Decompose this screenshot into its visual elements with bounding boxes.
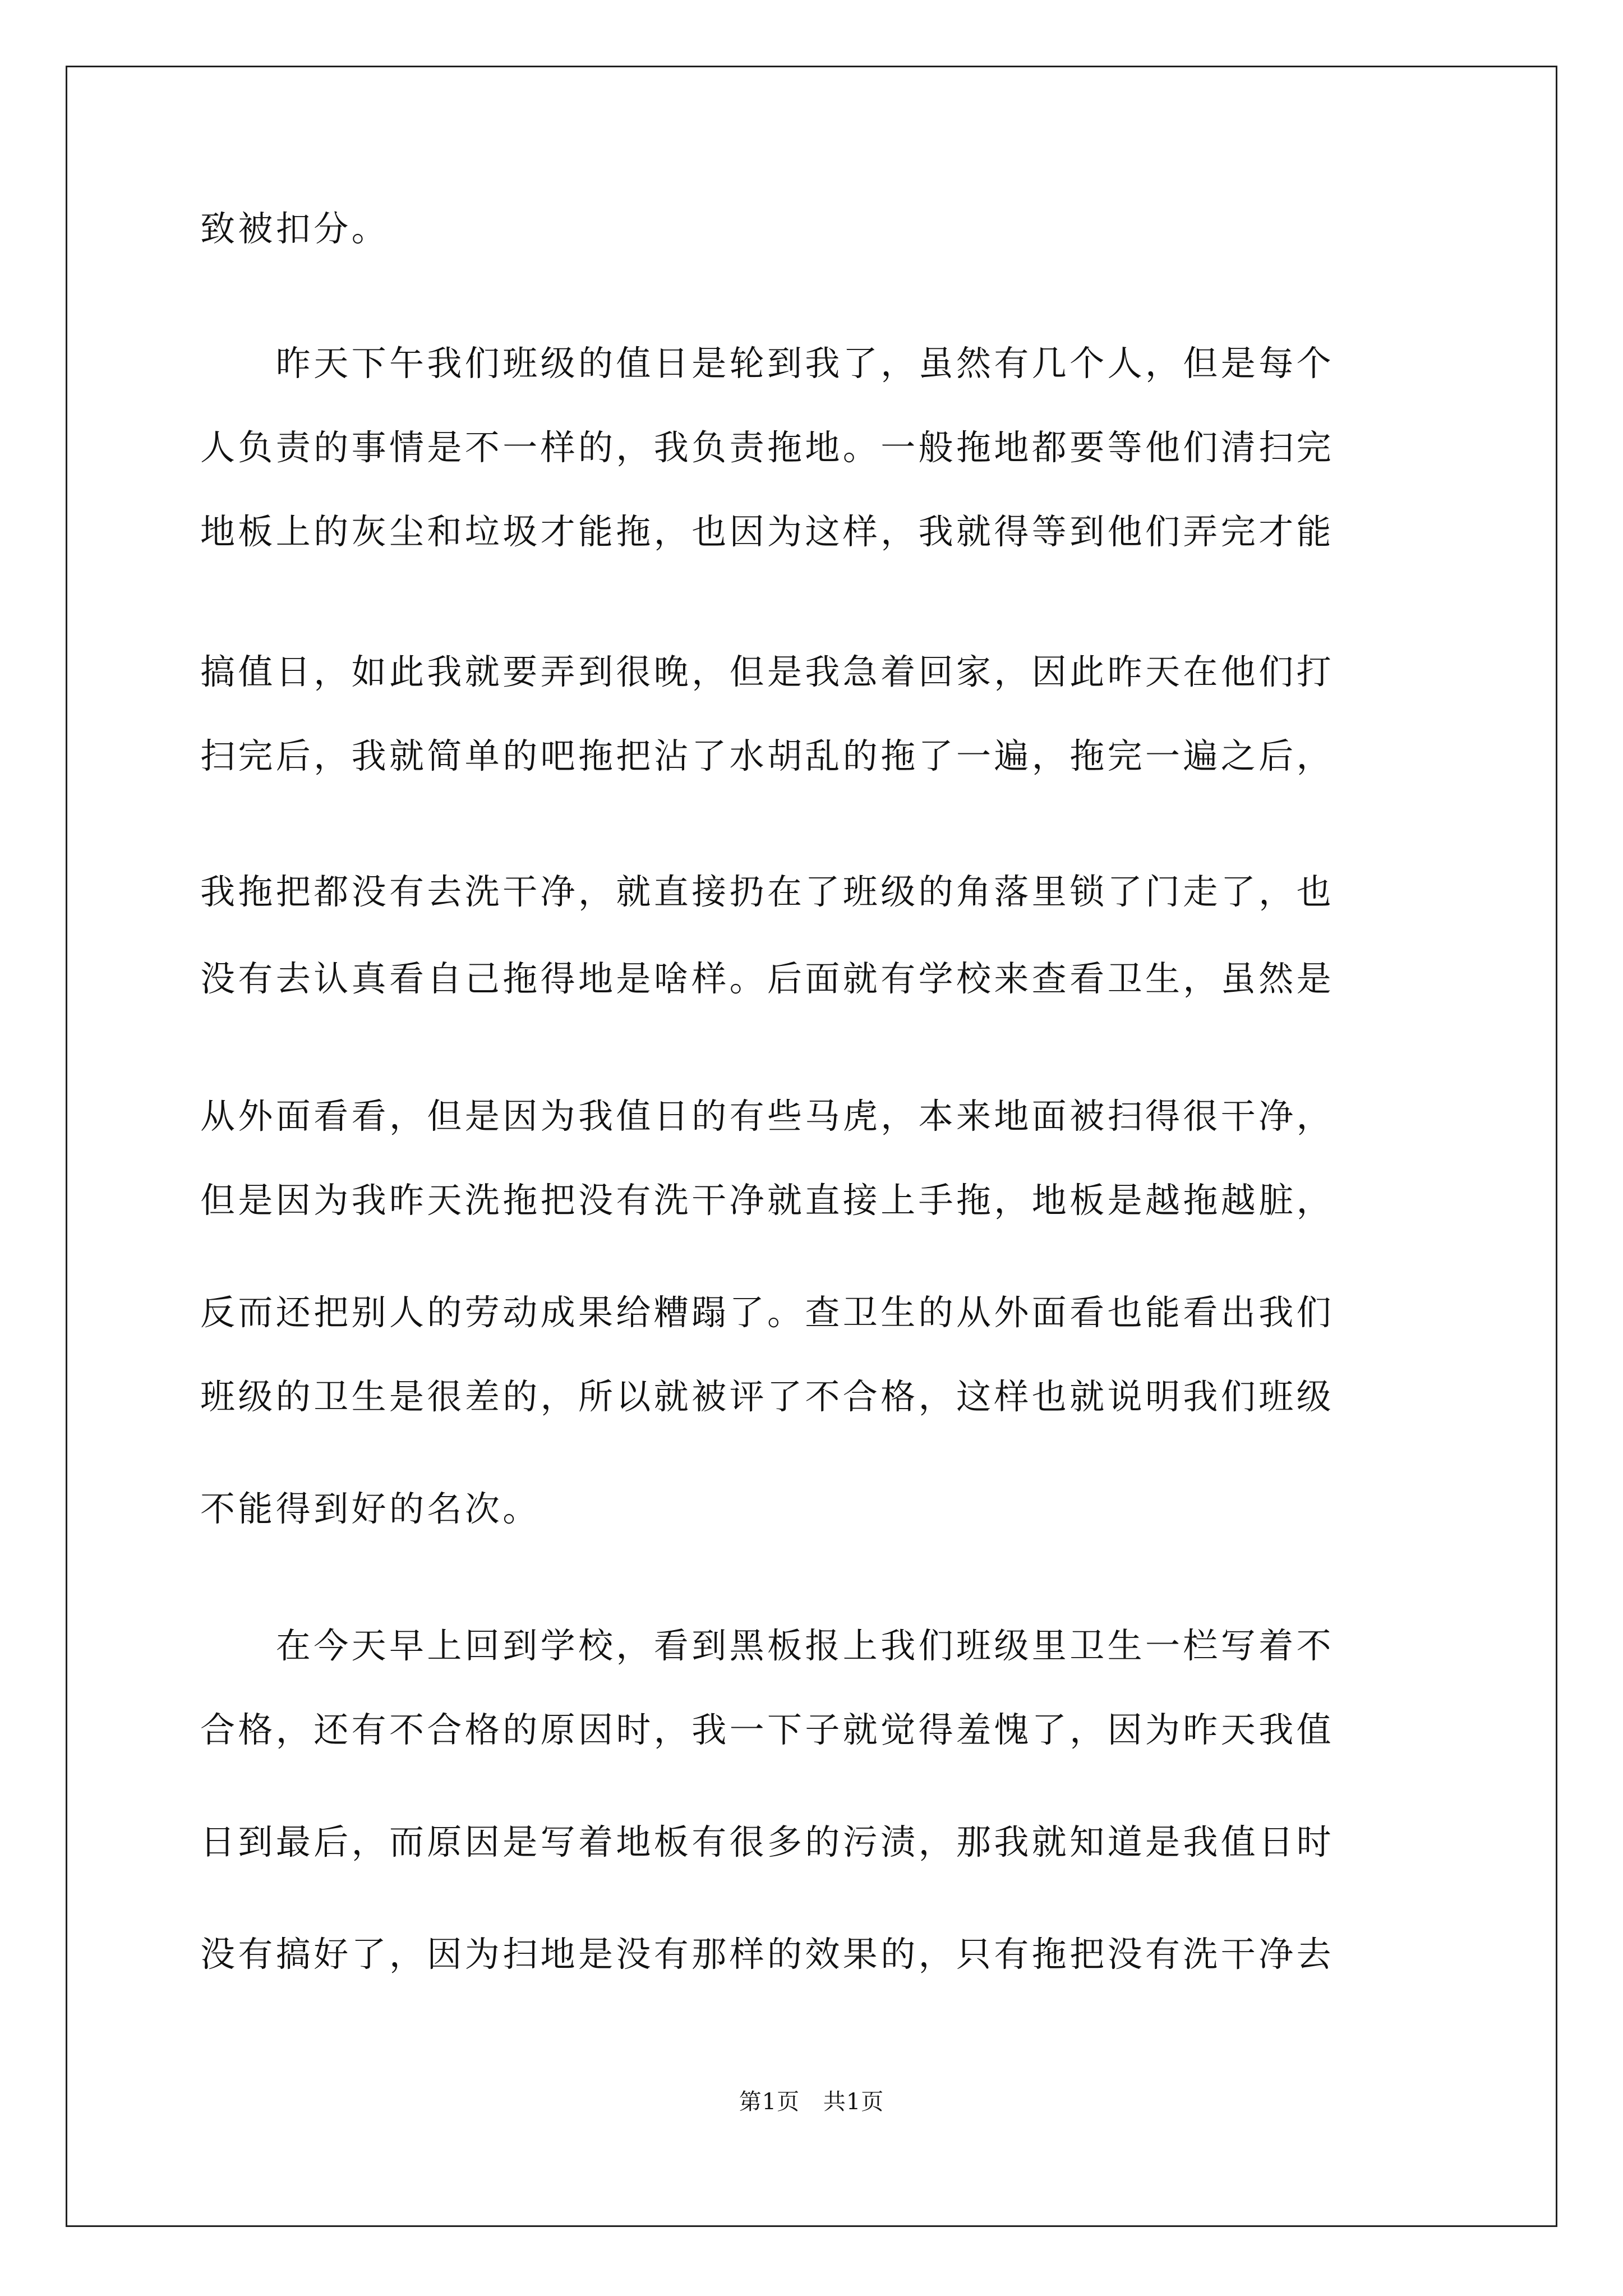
text-line: 班级的卫生是很差的，所以就被评了不合格，这样也就说明我们班级 xyxy=(200,1376,1335,1417)
page-border xyxy=(66,66,1557,2227)
page-total: 共1页 xyxy=(823,2089,884,2115)
text-line: 致被扣分。 xyxy=(200,208,390,249)
page-footer xyxy=(0,2088,1623,2116)
text-line: 但是因为我昨天洗拖把没有洗干净就直接上手拖，地板是越拖越脏， xyxy=(200,1180,1335,1221)
text-line: 日到最后，而原因是写着地板有很多的污渍，那我就知道是我值日时 xyxy=(200,1821,1335,1862)
page-number: 第1页 xyxy=(739,2089,800,2115)
text-line: 不能得到好的名次。 xyxy=(200,1488,541,1529)
text-line: 扫完后，我就简单的吧拖把沾了水胡乱的拖了一遍，拖完一遍之后， xyxy=(200,735,1335,776)
text-line: 地板上的灰尘和垃圾才能拖，也因为这样，我就得等到他们弄完才能 xyxy=(200,511,1335,552)
paragraph-start-line: 在今天早上回到学校，看到黑板报上我们班级里卫生一栏写着不 xyxy=(200,1625,1335,1666)
text-line: 我拖把都没有去洗干净，就直接扔在了班级的角落里锁了门走了，也 xyxy=(200,871,1335,912)
paragraph-start-line: 昨天下午我们班级的值日是轮到我了，虽然有几个人，但是每个 xyxy=(200,343,1335,384)
text-line: 从外面看看，但是因为我值日的有些马虎，本来地面被扫得很干净， xyxy=(200,1096,1335,1137)
text-line: 反而还把别人的劳动成果给糟蹋了。查卫生的从外面看也能看出我们 xyxy=(200,1292,1335,1333)
text-line: 没有去认真看自己拖得地是啥样。后面就有学校来查看卫生，虽然是 xyxy=(200,958,1335,999)
text-line: 合格，还有不合格的原因时，我一下子就觉得羞愧了，因为昨天我值 xyxy=(200,1709,1335,1750)
text-line: 人负责的事情是不一样的，我负责拖地。一般拖地都要等他们清扫完 xyxy=(200,427,1335,468)
text-line: 搞值日，如此我就要弄到很晚，但是我急着回家，因此昨天在他们打 xyxy=(200,651,1335,692)
text-line: 没有搞好了，因为扫地是没有那样的效果的，只有拖把没有洗干净去 xyxy=(200,1934,1335,1975)
